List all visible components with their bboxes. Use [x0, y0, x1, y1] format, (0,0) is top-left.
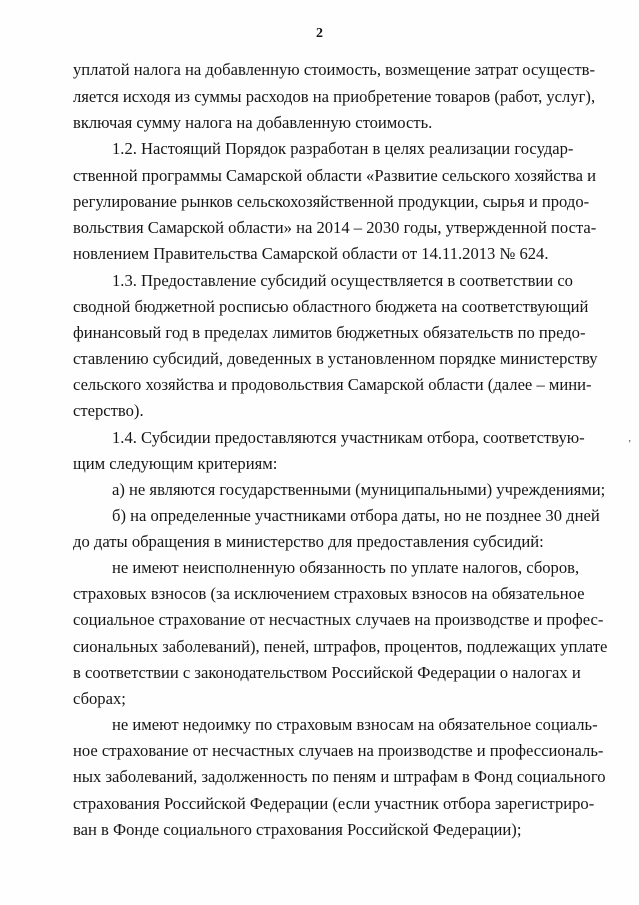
text-line: новлением Правительства Самарской области от 14.11.2013 № 624. [73, 244, 549, 263]
text-line: финансовый год в пределах лимитов бюджетных обязательств по предо- [73, 323, 586, 342]
text-line: уплатой налога на добавленную стоимость, возмещение затрат осуществ- [73, 60, 595, 79]
text-line: сводной бюджетной росписью областного бюджета на соответствующий [73, 297, 589, 316]
text-line: ляется исходя из суммы расходов на приобретение товаров (работ, услуг), [73, 87, 596, 106]
text-line: ных заболеваний, задолженность по пеням и штрафам в Фонд социального [73, 767, 606, 786]
paragraph-1-3-first-line: 1.3. Предоставление субсидий осуществляется в соответствии со [112, 271, 573, 290]
paragraph-1-2-first-line: 1.2. Настоящий Порядок разработан в целях реализации государ- [112, 139, 574, 158]
scan-mark: , [628, 433, 631, 444]
text-line: включая сумму налога на добавленную стоимость. [73, 113, 433, 132]
text-line: вольствия Самарской области» на 2014 – 2030 годы, утвержденной поста- [73, 218, 597, 237]
text-line: страховых взносов (за исключением страховых взносов на обязательное [73, 584, 585, 603]
text-line: сиональных заболеваний), пеней, штрафов, процентов, подлежащих уплате [73, 637, 608, 656]
page-number: 2 [316, 26, 323, 41]
text-line: ставлению субсидий, доведенных в установленном порядке министерству [73, 349, 598, 368]
text-line: стерство). [73, 401, 144, 420]
text-line: до даты обращения в министерство для предоставления субсидий: [73, 532, 544, 551]
text-line: ственной программы Самарской области «Развитие сельского хозяйства и [73, 166, 597, 185]
text-line: ное страхование от несчастных случаев на производстве и профессиональ- [73, 741, 604, 760]
text-line: сельского хозяйства и продовольствия Самарской области (далее – мини- [73, 375, 592, 394]
text-line: сборах; [73, 689, 126, 708]
text-line: страхования Российской Федерации (если участник отбора зарегистриро- [73, 794, 595, 813]
criterion-b-first-line: б) на определенные участниками отбора даты, но не позднее 30 дней [112, 506, 600, 525]
text-line: в соответствии с законодательством Российской Федерации о налогах и [73, 663, 581, 682]
sub-item-arrears-first-line: не имеют недоимку по страховым взносам на обязательное социаль- [112, 715, 598, 734]
text-line: социальное страхование от несчастных случаев на производстве и профес- [73, 610, 604, 629]
text-line: ван в Фонде социального страхования Российской Федерации); [73, 820, 522, 839]
text-line: щим следующим критериям: [73, 454, 278, 473]
paragraph-1-4-first-line: 1.4. Субсидии предоставляются участникам отбора, соответствую- [112, 428, 585, 447]
text-line: регулирование рынков сельскохозяйственной продукции, сырья и продо- [73, 192, 590, 211]
sub-item-taxes-first-line: не имеют неисполненную обязанность по уплате налогов, сборов, [112, 558, 580, 577]
criterion-a: а) не являются государственными (муниципальными) учреждениями; [112, 480, 606, 499]
